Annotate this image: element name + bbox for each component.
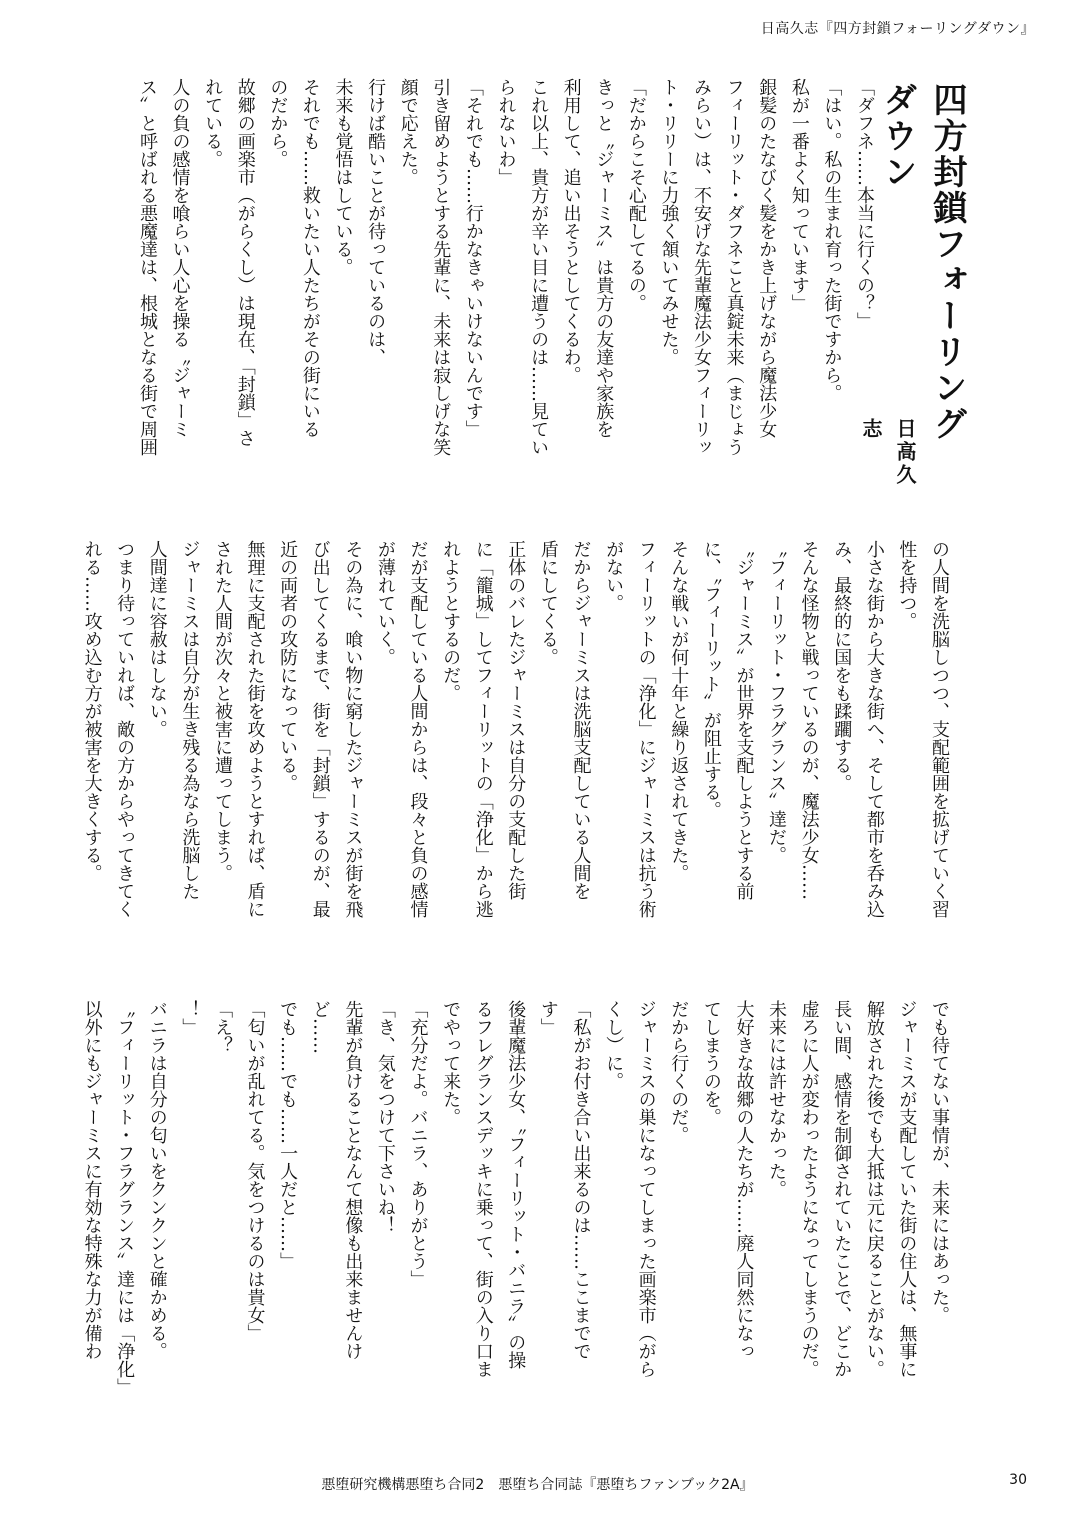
text-block-upper: 「ダフネ……本当に行くの？」 「はい。私の生まれ育った街ですから。 私が一番よく知っています」 銀髪のたなびく髪をかき上げながら魔法少女 フィーリット・ダフネこと真錠未来（まじょう みらい）は、不安げな先輩魔法少女フィーリッ ト・リリーに力強く頷いてみせた。 「だからこそ心配してるの。 きっと〝ジャーミス〟は貴方の友達や家族を 利用して、追い出そうとしてくるわ。 これ以上、貴方が辛い目に遭うのは……見てい られないわ」 「それでも……行かなきゃいけないんです」 引き留めようとする先輩に、未来は寂しげな笑 顔で応えた。 行けば酷いことが待っているのは、 未来も覚悟はしている。 それでも……救いたい人たちがその街にいる のだから。 故郷の画楽市（がらくし）は現在、「封鎖」さ れている。 人の負の感情を喰らい人心を操る〝ジャーミ ス〟と呼ばれる悪魔達は、根城となる街で周囲 bbox=[136, 78, 875, 456]
text-block-lower: でも待てない事情が、未来にはあった。 ジャーミスが支配していた街の住人は、無事に 解放された後でも大抵は元に戻ることがない。 長い間、感情を制御されていたことで、どこか 虚ろに人が変わったようになってしまうのだ。 未来には許せなかった。 大好きな故郷の人たちが……廃人同然になっ てしまうのを。 だから行くのだ。 ジャーミスの巣になってしまった画楽市（がら くし）に。 「私がお付き合い出来るのは……ここまでで す」 後輩魔法少女、〝フィーリット・バニラ〟の操 るフレグランスデッキに乗って、街の入り口ま でやって来た。 「充分だよ。バニラ、ありがとう」 「き、気をつけて下さいね！ 先輩が負けることなんて想像も出来ませんけ ど…… でも……でも……一人だと……」 「匂いが乱れてる。気をつけるのは貴女」 「え？ ！」 バニラは自分の匂いをクンクンと確かめる。 〝フィーリット・フラグランス〟達には「浄化」 以外にもジャーミスに有効な特殊な力が備わ bbox=[81, 1000, 950, 1396]
running-header: 日高久志『四方封鎖フォーリングダウン』 bbox=[760, 21, 1035, 37]
author-name: 日高久志 bbox=[859, 418, 917, 487]
text-block-middle: の人間を洗脳しつつ、支配範囲を拡げていく習 性を持つ。 小さな街から大きな街へ、そして都市を呑み込 み、最終的に国をも蹂躙する。 そんな怪物と戦っているのが、魔法少女…… 〝フィーリット・フラグランス〟達だ。 〝ジャーミス〟が世界を支配しようとする前 に、〝フィーリット〟が阻止する。 そんな戦いが何十年と繰り返されてきた。 フィーリットの「浄化」にジャーミスは抗う術 がない。 だからジャーミスは洗脳支配している人間を 盾にしてくる。 正体のバレたジャーミスは自分の支配した街 に「籠城」してフィーリットの「浄化」から逃 れようとするのだ。 だが支配している人間からは、段々と負の感情 が薄れていく。 その為に、喰い物に窮したジャーミスが街を飛 び出してくるまで、街を「封鎖」するのが、最 近の両者の攻防になっている。 無理に支配された街を攻めようとすれば、盾に された人間が次々と被害に遭ってしまう。 ジャーミスは自分が生き残る為なら洗脳した 人間達に容赦はしない。 つまり待っていれば、敵の方からやってきてく れる……攻め込む方が被害を大きくする。 bbox=[81, 540, 950, 918]
page-number: 30 bbox=[1009, 1472, 1027, 1488]
story-title: 四方封鎖フォーリングダウン bbox=[877, 82, 967, 442]
page-footer: 悪堕研究機構悪堕ち合同2 悪堕ち合同誌『悪堕ちファンブック2A』 bbox=[321, 1477, 754, 1493]
